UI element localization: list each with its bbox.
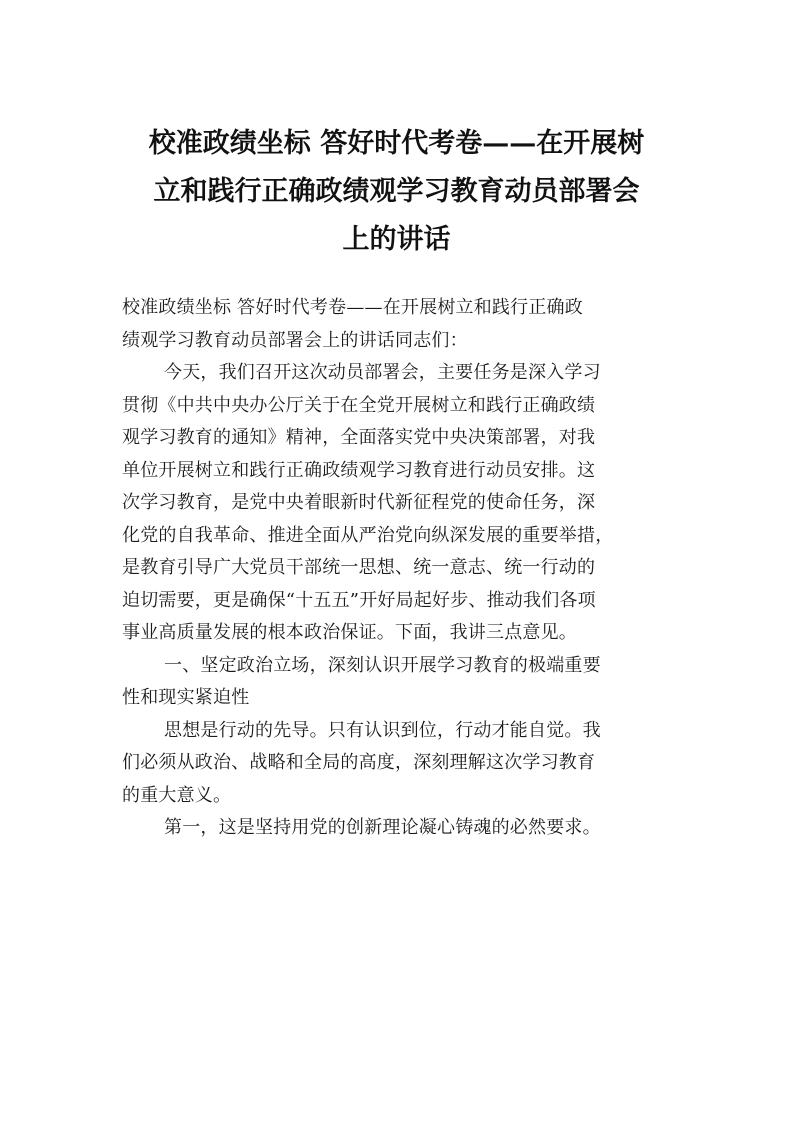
text-line: 校准政绩坐标 答好时代考卷——在开展树立和践行正确政 [122, 297, 583, 318]
document-body [122, 292, 678, 845]
text-line: 今天，我们召开这次动员部署会，主要任务是深入学习 [164, 362, 601, 383]
text-line: 们必须从政治、战略和全局的高度，深刻理解这次学习教育 [122, 752, 596, 773]
intro-paragraph [122, 292, 678, 357]
text-line: 的重大意义。 [122, 784, 232, 806]
text-line: 单位开展树立和践行正确政绩观学习教育进行动员安排。这 [122, 459, 596, 481]
text-line: 第一，这是坚持用党的创新理论凝心铸魂的必然要求。 [164, 817, 601, 838]
text-line: 思想是行动的先导。只有认识到位，行动才能自觉。我 [164, 719, 601, 741]
text-line: 是教育引导广大党员干部统一思想、统一意志、统一行动的 [122, 557, 596, 578]
title-line: 校准政绩坐标 答好时代考卷——在开展树 [148, 128, 645, 159]
title-line: 立和践行正确政绩观学习教育动员部署会 [153, 176, 640, 207]
text-line: 化党的自我革命、推进全面从严治党向纵深发展的重要举措， [122, 524, 614, 546]
document-title [110, 120, 683, 264]
body-paragraph [122, 715, 678, 813]
body-paragraph [122, 357, 678, 650]
body-paragraph [122, 812, 678, 845]
text-line: 贯彻《中共中央办公厅关于在全党开展树立和践行正确政绩 [122, 394, 596, 416]
text-line: 性和现实紧迫性 [122, 687, 250, 708]
section-heading [122, 650, 678, 715]
text-line: 迫切需要，更是确保“十五五”开好局起好步、推动我们各项 [122, 589, 596, 611]
text-line: 绩观学习教育动员部署会上的讲话同志们： [122, 329, 468, 351]
title-line: 上的讲话 [342, 224, 451, 255]
text-line: 次学习教育，是党中央着眼新时代新征程党的使命任务，深 [122, 492, 596, 513]
text-line: 一、坚定政治立场，深刻认识开展学习教育的极端重要 [164, 654, 601, 676]
text-line: 事业高质量发展的根本政治保证。下面，我讲三点意见。 [122, 622, 577, 643]
text-line: 观学习教育的通知》精神，全面落实党中央决策部署，对我 [122, 427, 596, 448]
